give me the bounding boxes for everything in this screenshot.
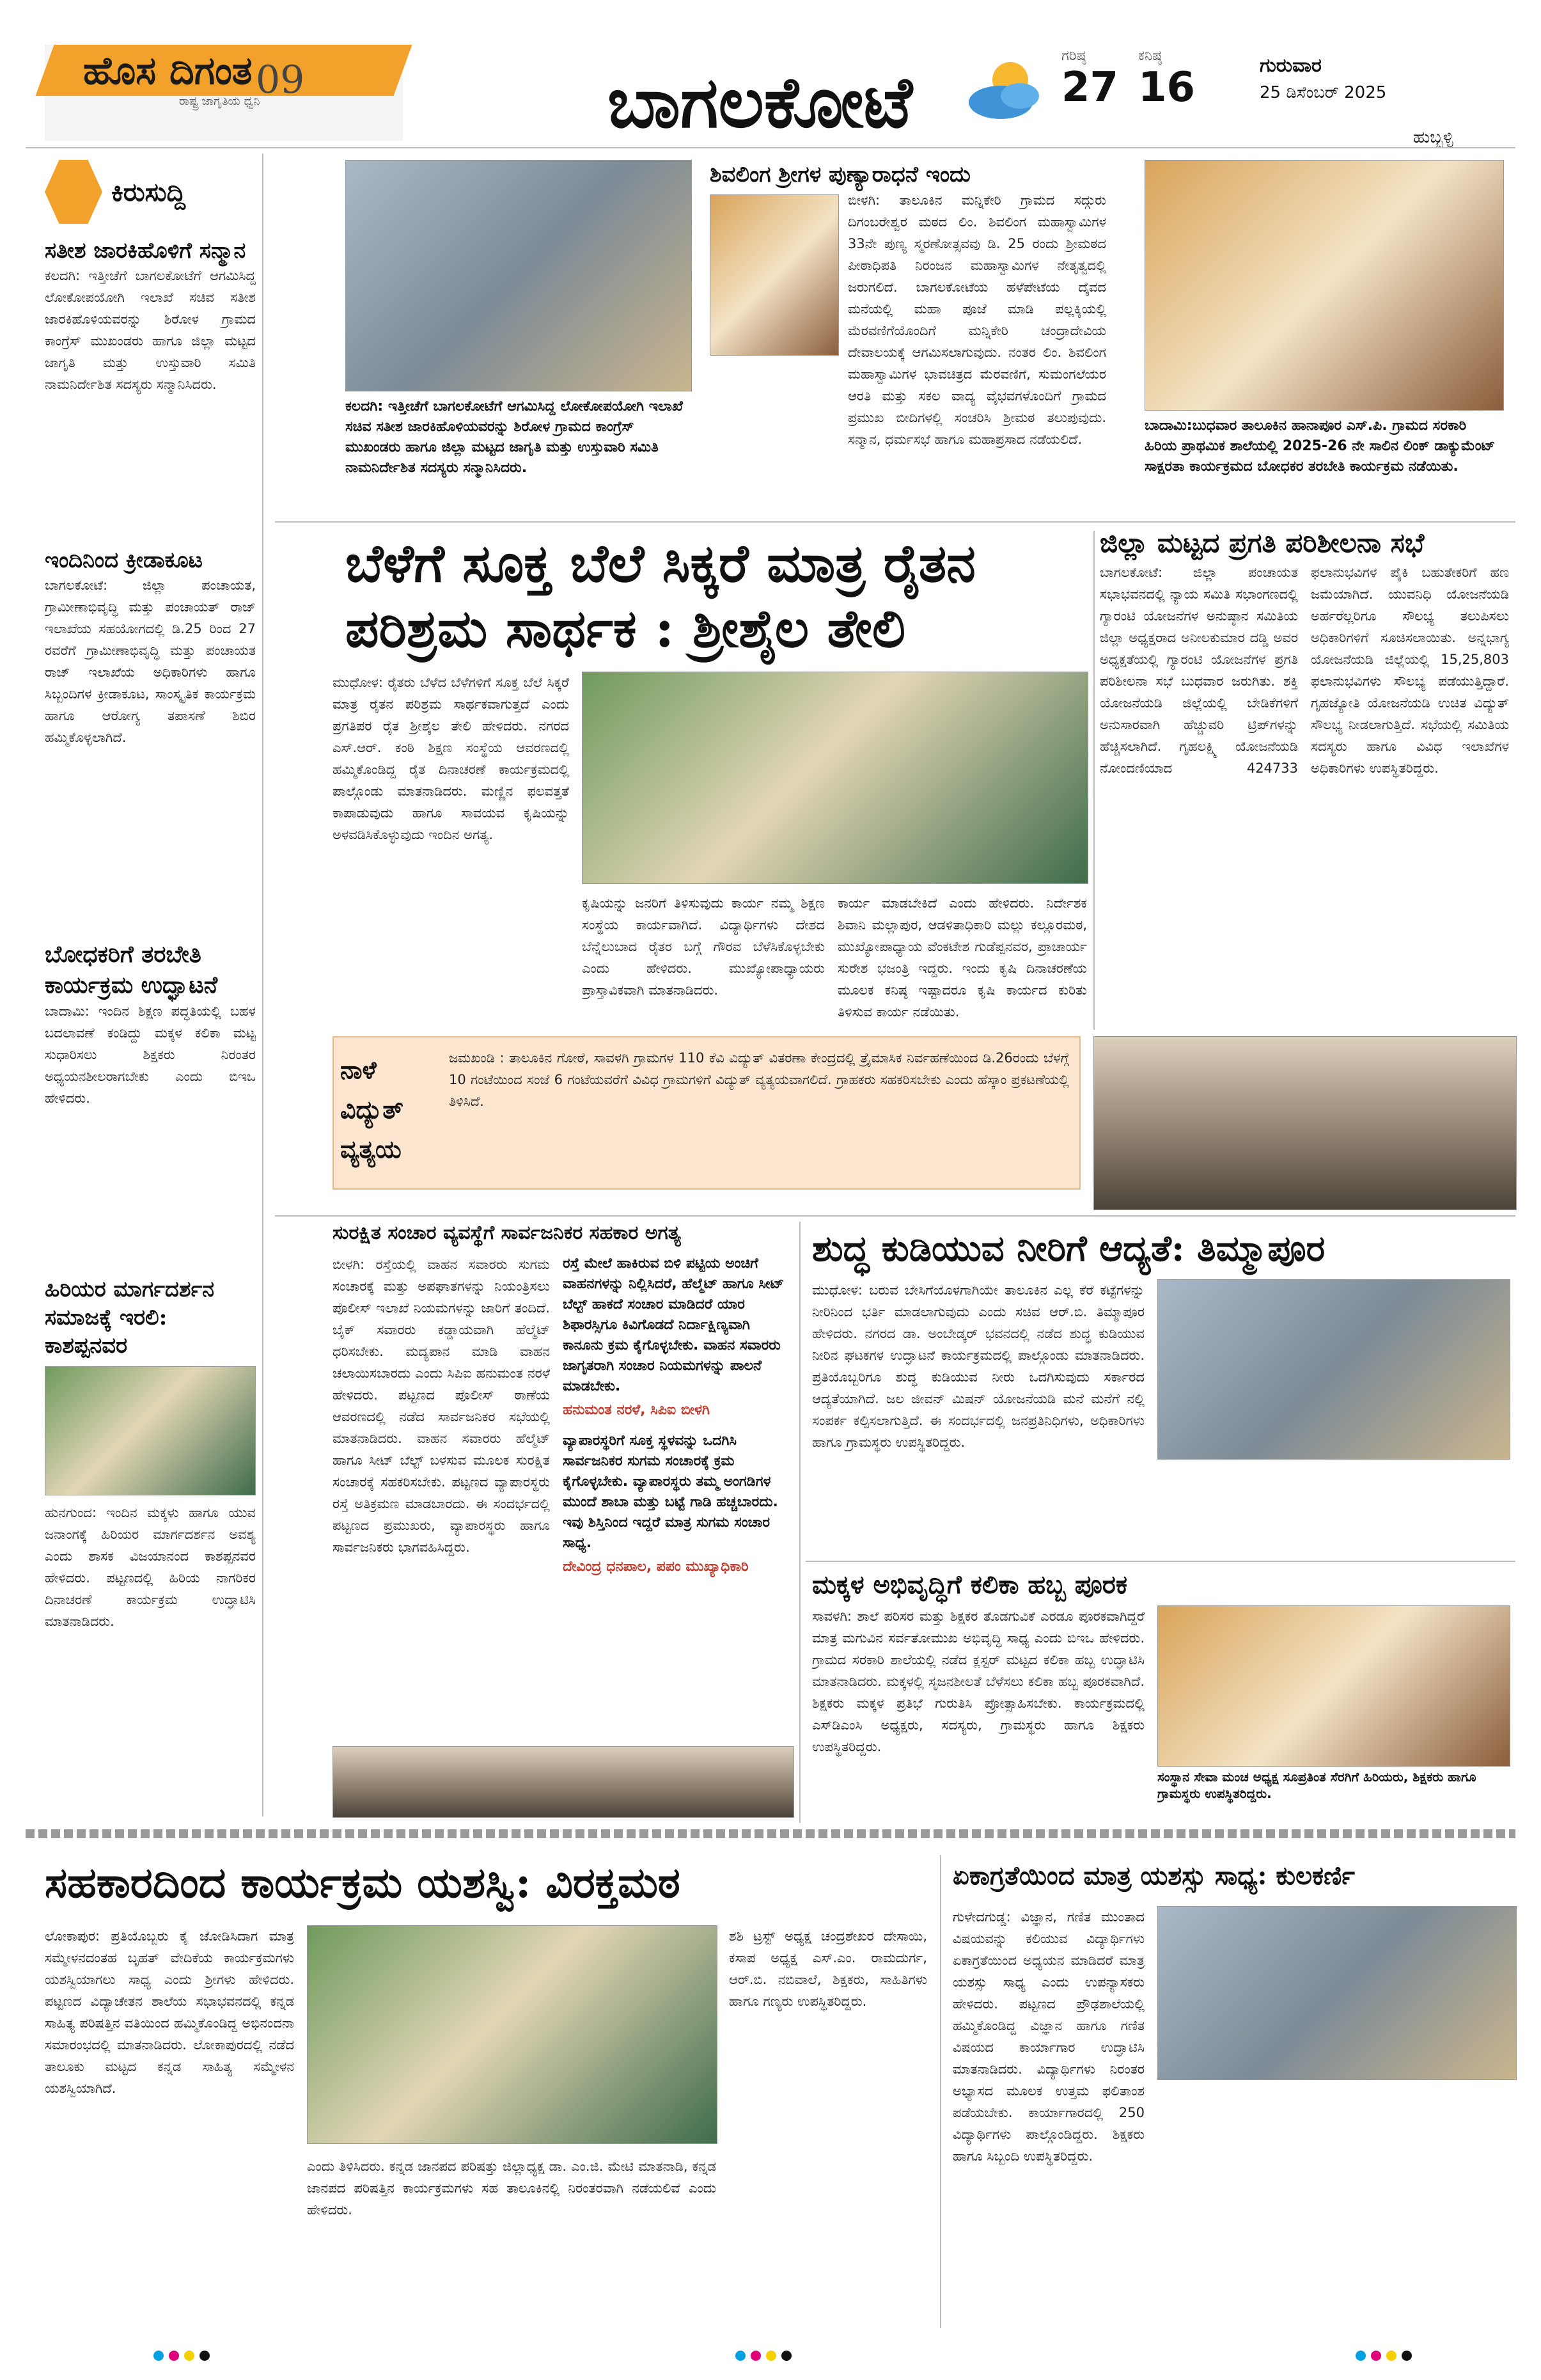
cooperation-body-mid: ಎಂದು ತಿಳಿಸಿದರು. ಕನ್ನಡ ಜಾನಪದ ಪರಿಷತ್ತು ಜಿಲ್ಲಾಧ್ಯಕ್ಷ ಡಾ. ಎಂ.ಜಿ. ಮೇಟಿ ಮಾತನಾಡಿ, ಕನ್ನಡ ಜಾನಪದ ಪರಿಷತ್ತಿನ ಕಾರ್ಯಕ್ರಮಗಳು ಸಹ ತಾಲೂಕಿನಲ್ಲಿ ನಿರಂತರವಾಗಿ ನಡೆಯಲಿವೆ ಎಂದು ಹೇಳಿದರು. bbox=[307, 2159, 716, 2218]
lead-photo bbox=[582, 672, 1088, 884]
weather-icon bbox=[966, 51, 1049, 128]
photo-meeting bbox=[1093, 1036, 1517, 1210]
max-temp: ಗರಿಷ್ಠ 27 bbox=[1061, 48, 1119, 111]
city-title: ಬಾಗಲಕೋಟೆ bbox=[607, 61, 912, 143]
focus-body: ಗುಳೇದಗುಡ್ಡ: ವಿಜ್ಞಾನ, ಗಣಿತ ಮುಂತಾದ ವಿಷಯವನ್ನು ಕಲಿಯುವ ವಿದ್ಯಾರ್ಥಿಗಳು ಏಕಾಗ್ರತೆಯಿಂದ ಅಧ್ಯಯನ ಮಾಡಿದರೆ ಮಾತ್ರ ಯಶಸ್ಸು ಸಾಧ್ಯ ಎಂದು ಉಪನ್ಯಾಸಕರು ಹೇಳಿದರು. ಪಟ್ಟಣದ ಪ್ರೌಢಶಾಲೆಯಲ್ಲಿ ಹಮ್ಮಿಕೊಂಡಿದ್ದ ವಿಜ್ಞಾನ ಹಾಗೂ ಗಣಿತ ವಿಷಯದ ಕಾರ್ಯಾಗಾರ ಉದ್ಘಾಟಿಸಿ ಮಾತನಾಡಿದರು. ವಿದ್ಯಾರ್ಥಿಗಳು ನಿರಂತರ ಅಭ್ಯಾಸದ ಮೂಲಕ ಉತ್ತಮ ಫಲಿತಾಂಶ ಪಡೆಯಬೇಕು. ಕಾರ್ಯಾಗಾರದಲ್ಲಿ 250 ವಿದ್ಯಾರ್ಥಿಗಳು ಪಾಲ್ಗೊಂಡಿದ್ದರು. ಶಿಕ್ಷಕರು ಹಾಗೂ ಸಿಬ್ಬಂದಿ ಉಪಸ್ಥಿತರಿದ್ದರು. bbox=[953, 1909, 1145, 2164]
children-title: ಮಕ್ಕಳ ಅಭಿವೃದ್ಧಿಗೆ ಕಲಿಕಾ ಹಬ್ಬ ಪೂರಕ bbox=[812, 1570, 1127, 1600]
power-cut-box: ನಾಳೆ ವಿದ್ಯುತ್ ವ್ಯತ್ಯಯ ಜಮಖಂಡಿ : ತಾಲೂಕಿನ ಗೋಠೆ, ಸಾವಳಗಿ ಗ್ರಾಮಗಳ 110 ಕೆವಿ ವಿದ್ಯುತ್ ವಿತರಣಾ ಕೇಂದ್ರದಲ್ಲಿ ತ್ರೈಮಾಸಿಕ ನಿರ್ವಹಣೆಯಿಂದ ಡಿ.26ರಂದು ಬೆಳಗ್ಗೆ 10 ಗಂಟೆಯಿಂದ ಸಂಜೆ 6 ಗಂಟೆಯವರೆಗೆ ವಿವಿಧ ಗ್ರಾಮಗಳಿಗೆ ವಿದ್ಯುತ್ ವ್ಯತ್ಯಯವಾಗಲಿದೆ. ಗ್ರಾಹಕರು ಸಹಕರಿಸಬೇಕು ಎಂದು ಹೆಸ್ಕಾಂ ಪ್ರಕಟಣೆಯಲ್ಲಿ ತಿಳಿಸಿದೆ. bbox=[332, 1036, 1081, 1190]
lead-body-left: ಮುಧೋಳ: ರೈತರು ಬೆಳೆದ ಬೆಳೆಗಳಿಗೆ ಸೂಕ್ತ ಬೆಲೆ ಸಿಕ್ಕರೆ ಮಾತ್ರ ರೈತನ ಪರಿಶ್ರಮ ಸಾರ್ಥಕವಾಗುತ್ತದೆ ಎಂದು ಪ್ರಗತಿಪರ ರೈತ ಶ್ರೀಶೈಲ ತೇಲಿ ಹೇಳಿದರು. ನಗರದ ಎಸ್.ಆರ್. ಕಂಠಿ ಶಿಕ್ಷಣ ಸಂಸ್ಥೆಯ ಆವರಣದಲ್ಲಿ ಹಮ್ಮಿಕೊಂಡಿದ್ದ ರೈತ ದಿನಾಚರಣೆ ಕಾರ್ಯಕ್ರಮದಲ್ಲಿ ಪಾಲ್ಗೊಂಡು ಮಾತನಾಡಿದರು. ಮಣ್ಣಿನ ಫಲವತ್ತತೆ ಕಾಪಾಡುವುದು ಹಾಗೂ ಸಾವಯವ ಕೃಷಿಯನ್ನು ಅಳವಡಿಸಿಕೊಳ್ಳುವುದು ಇಂದಿನ ಅಗತ್ಯ. bbox=[332, 675, 569, 842]
lead-headline: ಬೆಳೆಗೆ ಸೂಕ್ತ ಬೆಲೆ ಸಿಕ್ಕರೆ ಮಾತ್ರ ರೈತನ ಪರಿಶ್ರಮ ಸಾರ್ಥಕ : ಶ್ರೀಶೈಲ ತೇಲಿ bbox=[345, 533, 976, 659]
photo-training bbox=[1145, 160, 1504, 411]
photo-felicitation bbox=[345, 160, 692, 391]
brief-item: ಸತೀಶ ಜಾರಕಿಹೊಳಿಗೆ ಸನ್ಮಾನ ಕಲದಗಿ: ಇತ್ತೀಚೆಗೆ ಬಾಗಲಕೋಟೆಗೆ ಆಗಮಿಸಿದ್ದ ಲೋಕೋಪಯೋಗಿ ಇಲಾಖೆ ಸಚಿವ ಸತೀಶ ಜಾರಕಿಹೊಳಿಯವರನ್ನು ಶಿರೋಳ ಗ್ರಾಮದ ಕಾಂಗ್ರೆಸ್ ಮುಖಂಡರು ಹಾಗೂ ಜಿಲ್ಲಾ ಮಟ್ಟದ ಜಾಗೃತಿ ಮತ್ತು ಉಸ್ತುವಾರಿ ಸಮಿತಿ ನಾಮನಿರ್ದೇಶಿತ ಸದಸ್ಯರು ಸನ್ಮಾನಿಸಿದರು. bbox=[45, 238, 256, 392]
min-temp: ಕನಿಷ್ಠ 16 bbox=[1138, 48, 1196, 111]
safety-quotes: ರಸ್ತೆ ಮೇಲೆ ಹಾಕಿರುವ ಬಿಳಿ ಪಟ್ಟಿಯ ಅಂಚಿಗೆ ವಾಹನಗಳನ್ನು ನಿಲ್ಲಿಸಿದರೆ, ಹೆಲ್ಮೆಟ್ ಹಾಗೂ ಸೀಟ್ ಬೆಲ್ಟ್ ಹಾಕದೆ ಸಂಚಾರ ಮಾಡಿದರೆ ಯಾರ ಶಿಫಾರಸ್ಸಿಗೂ ಕಿವಿಗೊಡದೆ ನಿರ್ದಾಕ್ಷಿಣ್ಯವಾಗಿ ಕಾನೂನು ಕ್ರಮ ಕೈಗೊಳ್ಳಬೇಕು. ವಾಹನ ಸವಾರರು ಜಾಗೃತರಾಗಿ ಸಂಚಾರ ನಿಯಮಗಳನ್ನು ಪಾಲನೆ ಮಾಡಬೇಕು. ಹನುಮಂತ ನರಳೆ, ಸಿಪಿಐ ಬೀಳಗಿ ವ್ಯಾಪಾರಸ್ಥರಿಗೆ ಸೂಕ್ತ ಸ್ಥಳವನ್ನು ಒದಗಿಸಿ ಸಾರ್ವಜನಿಕರ ಸುಗಮ ಸಂಚಾರಕ್ಕೆ ಕ್ರಮ ಕೈಗೊಳ್ಳಬೇಕು. ವ್ಯಾಪಾರಸ್ಥರು ತಮ್ಮ ಅಂಗಡಿಗಳ ಮುಂದೆ ಶಾಬಾ ಮತ್ತು ಬಟ್ಟೆ ಗಾಡಿ ಹಚ್ಚಬಾರದು. ಇವು ಶಿಸ್ತಿನಿಂದ ಇದ್ದರೆ ಮಾತ್ರ ಸುಗಮ ಸಂಚಾರ ಸಾಧ್ಯ. ದೇವಿಂದ್ರ ಧನಪಾಲ, ಪಪಂ ಮುಖ್ಯಾಧಿಕಾರಿ bbox=[563, 1256, 784, 1575]
water-body: ಮುಧೋಳ: ಬರುವ ಬೇಸಿಗೆಯೊಳಗಾಗಿಯೇ ತಾಲೂಕಿನ ಎಲ್ಲ ಕೆರೆ ಕಟ್ಟೆಗಳನ್ನು ನೀರಿನಿಂದ ಭರ್ತಿ ಮಾಡಲಾಗುವುದು ಎಂದು ಸಚಿವ ಆರ್.ಬಿ. ತಿಮ್ಮಾಪೂರ ಹೇಳಿದರು. ನಗರದ ಡಾ. ಅಂಬೇಡ್ಕರ್ ಭವನದಲ್ಲಿ ನಡೆದ ಶುದ್ಧ ಕುಡಿಯುವ ನೀರಿನ ಘಟಕಗಳ ಉದ್ಘಾಟನೆ ಕಾರ್ಯಕ್ರಮದಲ್ಲಿ ಪಾಲ್ಗೊಂಡು ಮಾತನಾಡಿದರು. ಪ್ರತಿಯೊಬ್ಬರಿಗೂ ಶುದ್ಧ ಕುಡಿಯುವ ನೀರು ಒದಗಿಸುವುದು ಸರ್ಕಾರದ ಆದ್ಯತೆಯಾಗಿದೆ. ಜಲ ಜೀವನ್ ಮಿಷನ್ ಯೋಜನೆಯಡಿ ಮನೆ ಮನೆಗೆ ನಲ್ಲಿ ಸಂಪರ್ಕ ಕಲ್ಪಿಸಲಾಗುತ್ತಿದೆ. ಈ ಸಂದರ್ಭದಲ್ಲಿ ಜನಪ್ರತಿನಿಧಿಗಳು, ಅಧಿಕಾರಿಗಳು ಹಾಗೂ ಗ್ರಾಮಸ್ಥರು ಉಪಸ್ಥಿತರಿದ್ದರು. bbox=[812, 1282, 1145, 1450]
photo-caption: ಕಲದಗಿ: ಇತ್ತೀಚೆಗೆ ಬಾಗಲಕೋಟೆಗೆ ಆಗಮಿಸಿದ್ದ ಲೋಕೋಪಯೋಗಿ ಇಲಾಖೆ ಸಚಿವ ಸತೀಶ ಜಾರಕಿಹೊಳಿಯವರನ್ನು ಶಿರೋಳ ಗ್ರಾಮದ ಕಾಂಗ್ರೆಸ್ ಮುಖಂಡರು ಹಾಗೂ ಜಿಲ್ಲಾ ಮಟ್ಟದ ಜಾಗೃತಿ ಮತ್ತು ಉಸ್ತುವಾರಿ ಸಮಿತಿ ನಾಮನಿರ್ದೇಶಿತ ಸದಸ್ಯರು ಸನ್ಮಾನಿಸಿದರು. bbox=[345, 398, 683, 476]
briefs-badge: ಕಿರುಸುದ್ದಿ bbox=[111, 177, 186, 207]
day: ಗುರುವಾರ bbox=[1260, 54, 1322, 77]
brief-item: ಇಂದಿನಿಂದ ಕ್ರೀಡಾಕೂಟ ಬಾಗಲಕೋಟೆ: ಜಿಲ್ಲಾ ಪಂಚಾಯತ, ಗ್ರಾಮೀಣಾಭಿವೃದ್ಧಿ ಮತ್ತು ಪಂಚಾಯತ್ ರಾಜ್ ಇಲಾಖೆಯ ಸಹಯೋಗದಲ್ಲಿ ಡಿ.25 ರಿಂದ 27 ರವರೆಗೆ ಗ್ರಾಮೀಣಾಭಿವೃದ್ಧಿ ಮತ್ತು ಪಂಚಾಯತ ರಾಜ್ ಇಲಾಖೆಯ ಅಧಿಕಾರಿಗಳು ಹಾಗೂ ಸಿಬ್ಬಂದಿಗಳ ಕ್ರೀಡಾಕೂಟ, ಸಾಂಸ್ಕೃತಿಕ ಕಾರ್ಯಕ್ರಮ ಹಾಗೂ ಆರೋಗ್ಯ ತಪಾಸಣೆ ಶಿಬಿರ ಹಮ್ಮಿಕೊಳ್ಳಲಾಗಿದೆ. bbox=[45, 548, 256, 745]
pragati-story: ಜಿಲ್ಲಾ ಮಟ್ಟದ ಪ್ರಗತಿ ಪರಿಶೀಲನಾ ಸಭೆ ಬಾಗಲಕೋಟೆ: ಜಿಲ್ಲಾ ಪಂಚಾಯತ ಸಭಾಭವನದಲ್ಲಿ ನ್ಯಾಯ ಸಮಿತಿ ಸಭಾಂಗಣದಲ್ಲಿ ಗ್ಯಾರಂಟಿ ಯೋಜನೆಗಳ ಅನುಷ್ಠಾನ ಸಮಿತಿಯ ಜಿಲ್ಲಾ ಅಧ್ಯಕ್ಷರಾದ ಅನೀಲಕುಮಾರ ದಡ್ಡಿ ಅವರ ಅಧ್ಯಕ್ಷತೆಯಲ್ಲಿ ಗ್ಯಾರಂಟಿ ಯೋಜನೆಗಳ ಪ್ರಗತಿ ಪರಿಶೀಲನಾ ಸಭೆ ಬುಧವಾರ ಜರುಗಿತು. ಶಕ್ತಿ ಯೋಜನೆಯಡಿ ಜಿಲ್ಲೆಯಲ್ಲಿ ಬೇಡಿಕೆಗಳಿಗೆ ಅನುಸಾರವಾಗಿ ಹೆಚ್ಚುವರಿ ಟ್ರಿಪ್‌ಗಳನ್ನು ಹೆಚ್ಚಿಸಲಾಗಿದೆ. ಗೃಹಲಕ್ಷ್ಮಿ ಯೋಜನೆಯಡಿ ನೋಂದಣಿಯಾದ 424733 ಫಲಾನುಭವಿಗಳ ಪೈಕಿ ಬಹುತೇಕರಿಗೆ ಹಣ ಜಮೆಯಾಗಿದೆ. ಯುವನಿಧಿ ಯೋಜನೆಯಡಿ ಅರ್ಹರೆಲ್ಲರಿಗೂ ಸೌಲಭ್ಯ ತಲುಪಿಸಲು ಅಧಿಕಾರಿಗಳಿಗೆ ಸೂಚಿಸಲಾಯಿತು. ಅನ್ನಭಾಗ್ಯ ಯೋಜನೆಯಡಿ ಜಿಲ್ಲೆಯಲ್ಲಿ 15,25,803 ಫಲಾನುಭವಿಗಳು ಸೌಲಭ್ಯ ಪಡೆಯುತ್ತಿದ್ದಾರೆ. ಗೃಹಜ್ಯೋತಿ ಯೋಜನೆಯಡಿ ಉಚಿತ ವಿದ್ಯುತ್ ಸೌಲಭ್ಯ ನೀಡಲಾಗುತ್ತಿದೆ. ಸಭೆಯಲ್ಲಿ ಸಮಿತಿಯ ಸದಸ್ಯರು ಹಾಗೂ ವಿವಿಧ ಇಲಾಖೆಗಳ ಅಧಿಕಾರಿಗಳು ಉಪಸ್ಥಿತರಿದ್ದರು. bbox=[1100, 527, 1509, 776]
logo-text: ಹೊಸ ದಿಗಂತ bbox=[83, 49, 253, 93]
swamiji-photo bbox=[710, 194, 839, 356]
photo-caption: ಬಾದಾಮಿ:ಬುಧವಾರ ತಾಲೂಕಿನ ಹಾನಾಪೂರ ಎಸ್.ಪಿ. ಗ್ರಾಮದ ಸರಕಾರಿ ಹಿರಿಯ ಪ್ರಾಥಮಿಕ ಶಾಲೆಯಲ್ಲಿ 2025-26 ನೇ ಸಾಲಿನ ಲಿಂಕ್ ಡಾಕ್ಯುಮೆಂಟ್ ಸಾಕ್ಷರತಾ ಕಾರ್ಯಕ್ರಮದ ಬೋಧಕರ ತರಬೇತಿ ಕಾರ್ಯಕ್ರಮ ನಡೆಯಿತು. bbox=[1145, 418, 1496, 475]
briefs-column bbox=[45, 160, 256, 1823]
cooperation-body-left: ಲೋಕಾಪುರ: ಪ್ರತಿಯೊಬ್ಬರು ಕೈ ಜೋಡಿಸಿದಾಗ ಮಾತ್ರ ಸಮ್ಮೇಳನದಂತಹ ಬೃಹತ್ ವೇದಿಕೆಯ ಕಾರ್ಯಕ್ರಮಗಳು ಯಶಸ್ವಿಯಾಗಲು ಸಾಧ್ಯ ಎಂದು ಶ್ರೀಗಳು ಹೇಳಿದರು. ಪಟ್ಟಣದ ವಿದ್ಯಾಚೇತನ ಶಾಲೆಯ ಸಭಾಭವನದಲ್ಲಿ ಕನ್ನಡ ಸಾಹಿತ್ಯ ಪರಿಷತ್ತಿನ ವತಿಯಿಂದ ಹಮ್ಮಿಕೊಂಡಿದ್ದ ಅಭಿನಂದನಾ ಸಮಾರಂಭದಲ್ಲಿ ಮಾತನಾಡಿದರು. ಲೋಕಾಪುರದಲ್ಲಿ ನಡೆದ ತಾಲೂಕು ಮಟ್ಟದ ಕನ್ನಡ ಸಾಹಿತ್ಯ ಸಮ್ಮೇಳನ ಯಶಸ್ವಿಯಾಗಿದೆ. bbox=[45, 1928, 294, 2096]
edition: ಹುಬ್ಬಳ್ಳಿ bbox=[1413, 128, 1453, 147]
cooperation-title: ಸಹಕಾರದಿಂದ ಕಾರ್ಯಕ್ರಮ ಯಶಸ್ವಿ: ವಿರಕ್ತಮಠ bbox=[45, 1857, 680, 1907]
shivalinga-story: ಶಿವಲಿಂಗ ಶ್ರೀಗಳ ಪುಣ್ಯಾರಾಧನೆ ಇಂದು ಬೀಳಗಿ: ತಾಲೂಕಿನ ಮನ್ನಿಕೇರಿ ಗ್ರಾಮದ ಸದ್ಗುರು ದಿಗಂಬರೇಶ್ವರ ಮಠದ ಲಿಂ. ಶಿವಲಿಂಗ ಮಹಾಸ್ವಾಮಿಗಳ 33ನೇ ಪುಣ್ಯ ಸ್ಮರಣೋತ್ಸವವು ಡಿ. 25 ರಂದು ಶ್ರೀಮಠದ ಪೀಠಾಧಿಪತಿ ನಿರಂಜನ ಮಹಾಸ್ವಾಮಿಗಳ ನೇತೃತ್ವದಲ್ಲಿ ಜರುಗಲಿದೆ. ಬಾಗಲಕೋಟೆಯ ಹಳೆಪೇಟೆಯ ದೈವದ ಮನೆಯಲ್ಲಿ ಮಹಾ ಪೂಜೆ ಮಾಡಿ ಪಲ್ಲಕ್ಕಿಯಲ್ಲಿ ಮೆರವಣಿಗೆಯೊಂದಿಗೆ ಮನ್ನಿಕೇರಿ ಚಂದ್ರಾದೇವಿಯ ದೇವಾಲಯಕ್ಕೆ ಆಗಮಿಸಲಾಗುವುದು. ನಂತರ ಲಿಂ. ಶಿವಲಿಂಗ ಮಹಾಸ್ವಾಮಿಗಳ ಭಾವಚಿತ್ರದ ಮೆರವಣಿಗೆ, ಸುಮಂಗಲೆಯರ ಆರತಿ ಮತ್ತು ಸಕಲ ವಾದ್ಯ ವೈಭವಗಳೊಂದಿಗೆ ಗ್ರಾಮದ ಪ್ರಮುಖ ಬೀದಿಗಳಲ್ಲಿ ಸಂಚರಿಸಿ ಶ್ರೀಮಠ ತಲುಪುವುದು. ಸನ್ಮಾನ, ಧರ್ಮಸಭೆ ಹಾಗೂ ಮಹಾಪ್ರಸಾದ ನಡೆಯಲಿದೆ. bbox=[710, 162, 1106, 447]
brief-item: ಬೋಧಕರಿಗೆ ತರಬೇತಿ ಕಾರ್ಯಕ್ರಮ ಉದ್ಘಾಟನೆ ಬಾದಾಮಿ: ಇಂದಿನ ಶಿಕ್ಷಣ ಪದ್ಧತಿಯಲ್ಲಿ ಬಹಳ ಬದಲಾವಣೆ ಕಂಡಿದ್ದು ಮಕ್ಕಳ ಕಲಿಕಾ ಮಟ್ಟ ಸುಧಾರಿಸಲು ಶಿಕ್ಷಕರು ನಿರಂತರ ಅಧ್ಯಯನಶೀಲರಾಗಬೇಕು ಎಂದು ಬಿಇಒ ಹೇಳಿದರು. bbox=[45, 941, 256, 1106]
page-number: 09 bbox=[256, 58, 305, 102]
cooperation-body-right: ಶಶಿ ಟ್ರಸ್ಟ್ ಅಧ್ಯಕ್ಷ ಚಂದ್ರಶೇಖರ ದೇಸಾಯಿ, ಕಸಾಪ ಅಧ್ಯಕ್ಷ ಎಸ್.ಎಂ. ರಾಮದುರ್ಗ, ಆರ್.ಬಿ. ನಬಿವಾಲೆ, ಶಿಕ್ಷಕರು, ಸಾಹಿತಿಗಳು ಹಾಗೂ ಗಣ್ಯರು ಉಪಸ್ಥಿತರಿದ್ದರು. bbox=[729, 1928, 927, 2009]
photo-water-event bbox=[1157, 1279, 1510, 1460]
safety-title: ಸುರಕ್ಷಿತ ಸಂಚಾರ ವ್ಯವಸ್ಥೆಗೆ ಸಾರ್ವಜನಿಕರ ಸಹಕಾರ ಅಗತ್ಯ bbox=[332, 1222, 681, 1244]
focus-title: ಏಕಾಗ್ರತೆಯಿಂದ ಮಾತ್ರ ಯಶಸ್ಸು ಸಾಧ್ಯ: ಕುಲಕರ್ಣಿ bbox=[953, 1861, 1356, 1891]
water-title: ಶುದ್ಧ ಕುಡಿಯುವ ನೀರಿಗೆ ಆದ್ಯತೆ: ತಿಮ್ಮಾಪೂರ bbox=[812, 1227, 1326, 1270]
lead-body-right: ಕಾರ್ಯ ಮಾಡಬೇಕಿದೆ ಎಂದು ಹೇಳಿದರು. ನಿರ್ದೇಶಕ ಶಿವಾನಿ ಮಲ್ಲಾಪುರ, ಆಡಳಿತಾಧಿಕಾರಿ ಮಲ್ಲು ಕಲ್ಲೂರಮಠ, ಮುಖ್ಯೋಪಾಧ್ಯಾಯ ವೆಂಕಟೇಶ ಗುಡೆಪ್ಪನವರ, ಪ್ರಾಚಾರ್ಯ ಸುರೇಶ ಭಜಂತ್ರಿ ಇದ್ದರು. ಇಂದು ಕೃಷಿ ದಿನಾಚರಣೆಯ ಮೂಲಕ ಕನಿಷ್ಠ ಇಷ್ಟಾದರೂ ಕೃಷಿ ಕಾರ್ಯದ ಕುರಿತು ತಿಳಿಸುವ ಕಾರ್ಯ ನಡೆಯಿತು. bbox=[838, 895, 1087, 1020]
logo-tagline: ರಾಷ್ಟ್ರ ಜಾಗೃತಿಯ ಧ್ವನಿ bbox=[179, 95, 260, 108]
registration-dots bbox=[735, 2351, 792, 2361]
registration-dots bbox=[1356, 2351, 1412, 2361]
photo-workshop bbox=[1157, 1906, 1517, 2080]
photo-children-event bbox=[1157, 1605, 1510, 1767]
hand-icon bbox=[45, 160, 102, 224]
masthead-logo bbox=[45, 45, 403, 141]
photo-cooperation bbox=[307, 1925, 717, 2144]
safety-body: ಬೀಳಗಿ: ರಸ್ತೆಯಲ್ಲಿ ವಾಹನ ಸವಾರರು ಸುಗಮ ಸಂಚಾರಕ್ಕೆ ಮತ್ತು ಅಪಘಾತಗಳನ್ನು ನಿಯಂತ್ರಿಸಲು ಪೊಲೀಸ್ ಇಲಾಖೆ ನಿಯಮಗಳನ್ನು ಜಾರಿಗೆ ತಂದಿದೆ. ಬೈಕ್ ಸವಾರರು ಕಡ್ಡಾಯವಾಗಿ ಹೆಲ್ಮೆಟ್ ಧರಿಸಬೇಕು. ಮದ್ಯಪಾನ ಮಾಡಿ ವಾಹನ ಚಲಾಯಿಸಬಾರದು ಎಂದು ಸಿಪಿಐ ಹನುಮಂತ ನರಳೆ ಹೇಳಿದರು. ಪಟ್ಟಣದ ಪೊಲೀಸ್ ಠಾಣೆಯ ಆವರಣದಲ್ಲಿ ನಡೆದ ಸಾರ್ವಜನಿಕರ ಸಭೆಯಲ್ಲಿ ಮಾತನಾಡಿದರು. ವಾಹನ ಸವಾರರು ಹೆಲ್ಮೆಟ್ ಹಾಗೂ ಸೀಟ್ ಬೆಲ್ಟ್ ಬಳಸುವ ಮೂಲಕ ಸುರಕ್ಷಿತ ಸಂಚಾರಕ್ಕೆ ಸಹಕರಿಸಬೇಕು. ಪಟ್ಟಣದ ವ್ಯಾಪಾರಸ್ಥರು ರಸ್ತೆ ಅತಿಕ್ರಮಣ ಮಾಡಬಾರದು. ಈ ಸಂದರ್ಭದಲ್ಲಿ ಪಟ್ಟಣದ ಪ್ರಮುಖರು, ವ್ಯಾಪಾರಸ್ಥರು ಹಾಗೂ ಸಾರ್ವಜನಿಕರು ಭಾಗವಹಿಸಿದ್ದರು. bbox=[332, 1257, 550, 1555]
lead-body-mid: ಕೃಷಿಯನ್ನು ಜನರಿಗೆ ತಿಳಿಸುವುದು ಕಾರ್ಯ ನಮ್ಮ ಶಿಕ್ಷಣ ಸಂಸ್ಥೆಯ ಕಾರ್ಯವಾಗಿದೆ. ವಿದ್ಯಾರ್ಥಿಗಳು ದೇಶದ ಬೆನ್ನೆಲುಬಾದ ರೈತರ ಬಗ್ಗೆ ಗೌರವ ಬೆಳೆಸಿಕೊಳ್ಳಬೇಕು ಎಂದು ಹೇಳಿದರು. ಮುಖ್ಯೋಪಾಧ್ಯಾಯರು ಪ್ರಾಸ್ತಾವಿಕವಾಗಿ ಮಾತನಾಡಿದರು. bbox=[582, 895, 825, 998]
photo-police-meeting bbox=[332, 1746, 794, 1818]
children-body: ಸಾವಳಗಿ: ಶಾಲೆ ಪರಿಸರ ಮತ್ತು ಶಿಕ್ಷಕರ ತೊಡಗುವಿಕೆ ಎರಡೂ ಪೂರಕವಾಗಿದ್ದರೆ ಮಾತ್ರ ಮಗುವಿನ ಸರ್ವತೋಮುಖ ಅಭಿವೃದ್ಧಿ ಸಾಧ್ಯ ಎಂದು ಬಿಇಒ ಹೇಳಿದರು. ಗ್ರಾಮದ ಸರಕಾರಿ ಶಾಲೆಯಲ್ಲಿ ನಡೆದ ಕ್ಲಸ್ಟರ್ ಮಟ್ಟದ ಕಲಿಕಾ ಹಬ್ಬ ಉದ್ಘಾಟಿಸಿ ಮಾತನಾಡಿದರು. ಮಕ್ಕಳಲ್ಲಿ ಸೃಜನಶೀಲತೆ ಬೆಳೆಸಲು ಕಲಿಕಾ ಹಬ್ಬ ಪೂರಕವಾಗಿದೆ. ಶಿಕ್ಷಕರು ಮಕ್ಕಳ ಪ್ರತಿಭೆ ಗುರುತಿಸಿ ಪ್ರೋತ್ಸಾಹಿಸಬೇಕು. ಕಾರ್ಯಕ್ರಮದಲ್ಲಿ ಎಸ್‌ಡಿಎಂಸಿ ಅಧ್ಯಕ್ಷರು, ಸದಸ್ಯರು, ಗ್ರಾಮಸ್ಥರು ಹಾಗೂ ಶಿಕ್ಷಕರು ಉಪಸ್ಥಿತರಿದ್ದರು. bbox=[812, 1609, 1145, 1754]
photo-caption: ಸಂಸ್ಥಾನ ಸೇವಾ ಮಂಚ ಅಧ್ಯಕ್ಷ ಸೂಪ್ರತಿಂತ ಸೆರಗಿಗೆ ಹಿರಿಯರು, ಶಿಕ್ಷಕರು ಹಾಗೂ ಗ್ರಾಮಸ್ಥರು ಉಪಸ್ಥಿತರಿದ್ದರು. bbox=[1157, 1769, 1476, 1801]
registration-dots bbox=[153, 2351, 210, 2361]
brief-item: ಹಿರಿಯರ ಮಾರ್ಗದರ್ಶನ ಸಮಾಜಕ್ಕೆ ಇರಲಿ: ಕಾಶಪ್ಪನವರ ಹುನಗುಂದ: ಇಂದಿನ ಮಕ್ಕಳು ಹಾಗೂ ಯುವ ಜನಾಂಗಕ್ಕೆ ಹಿರಿಯರ ಮಾರ್ಗದರ್ಶನ ಅವಶ್ಯ ಎಂದು ಶಾಸಕ ವಿಜಯಾನಂದ ಕಾಶಪ್ಪನವರ ಹೇಳಿದರು. ಪಟ್ಟಣದಲ್ಲಿ ಹಿರಿಯ ನಾಗರಿಕರ ದಿನಾಚರಣೆ ಕಾರ್ಯಕ್ರಮ ಉದ್ಘಾಟಿಸಿ ಮಾತನಾಡಿದರು. bbox=[45, 1277, 256, 1629]
section-band bbox=[26, 1829, 1515, 1838]
date: 25 ಡಿಸೆಂಬರ್ 2025 bbox=[1260, 83, 1387, 102]
